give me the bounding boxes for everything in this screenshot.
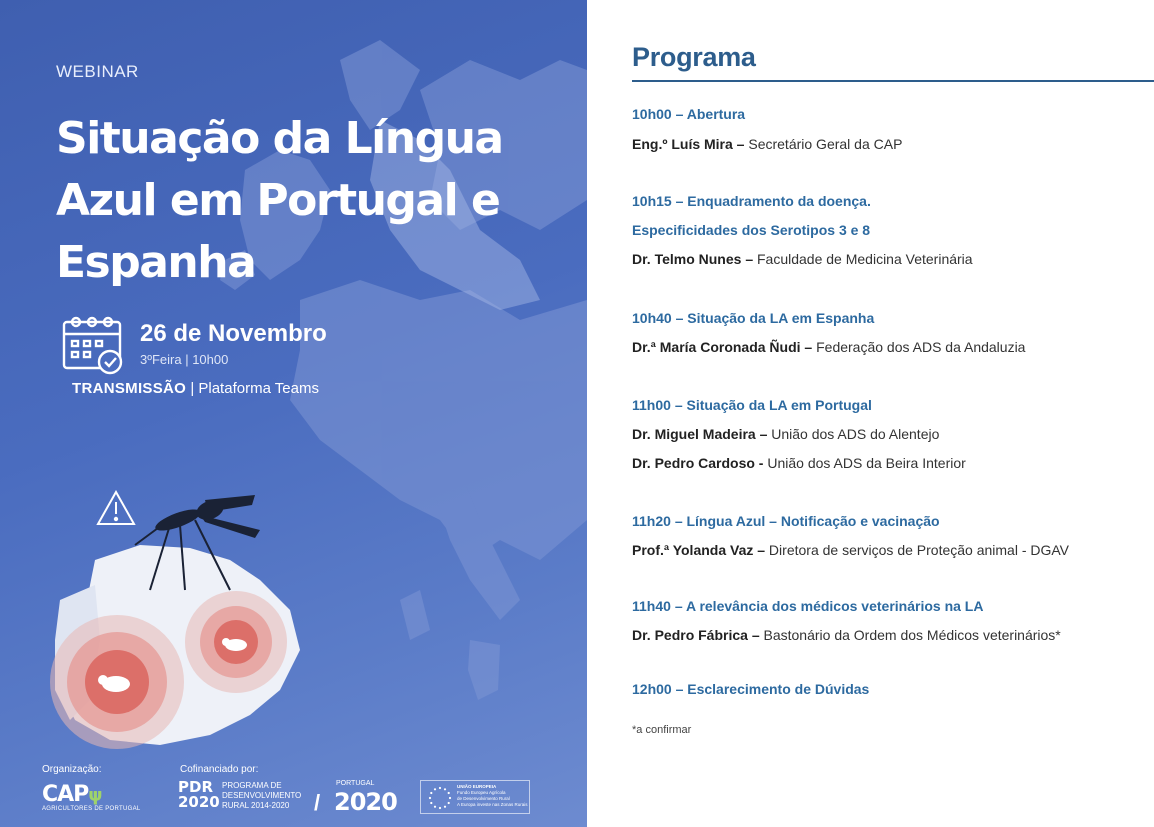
organization-label: Organização: — [42, 764, 102, 775]
speaker-name: Dr. Telmo Nunes – — [632, 251, 754, 267]
title-line-1: Situação da Língua — [56, 113, 503, 164]
eu-line-3: A Europa investe nas Zonas Rurais — [457, 802, 528, 807]
transmission-label: TRANSMISSÃO — [72, 380, 187, 397]
portugal-2020-text: 2020 — [334, 788, 397, 816]
event-title — [56, 108, 576, 294]
transmission-platform: | Plataforma Teams — [190, 380, 319, 397]
wheat-icon: ψ — [88, 785, 102, 806]
program-time-heading: 11h40 – A relevância dos médicos veterinários na LA — [632, 598, 984, 614]
program-time-heading-cont: Especificidades dos Serotipos 3 e 8 — [632, 222, 871, 238]
speaker-name: Dr. Pedro Fábrica – — [632, 627, 760, 643]
program-speaker — [632, 542, 1069, 558]
program-speaker — [632, 426, 939, 442]
eu-line-1: Fundo Europeu Agrícola — [457, 790, 506, 795]
portugal-flag-icon: / — [314, 790, 321, 815]
program-speaker — [632, 455, 966, 471]
event-date: 26 de Novembro — [140, 320, 327, 347]
pdr-text-line-1: PROGRAMA DE — [222, 781, 282, 790]
eu-text — [457, 784, 528, 808]
program-speaker — [632, 136, 902, 152]
pdr-text — [222, 781, 301, 811]
program-title-rule — [632, 80, 1154, 82]
program-time-heading: 11h00 – Situação da LA em Portugal — [632, 397, 872, 413]
webinar-label: WEBINAR — [56, 62, 139, 81]
eu-line-2: de Desenvolvimento Rural — [457, 796, 510, 801]
cofinance-label: Cofinanciado por: — [180, 764, 259, 775]
speaker-role: Faculdade de Medicina Veterinária — [753, 251, 973, 267]
program-time-heading: 10h00 – Abertura — [632, 106, 746, 122]
pdr-logo-line-1: PDR — [178, 778, 213, 796]
program-panel — [587, 0, 1154, 827]
eu-logo — [420, 780, 530, 814]
pdr-text-line-3: RURAL 2014-2020 — [222, 801, 290, 810]
speaker-name: Eng.º Luís Mira – — [632, 136, 745, 152]
title-line-3: Espanha — [56, 237, 256, 288]
cap-subtitle: AGRICULTORES DE PORTUGAL — [42, 806, 141, 812]
speaker-role: União dos ADS do Alentejo — [767, 426, 940, 442]
speaker-role: União dos ADS da Beira Interior — [763, 455, 966, 471]
speaker-name: Dr. Pedro Cardoso - — [632, 455, 764, 471]
speaker-name: Dr. Miguel Madeira – — [632, 426, 768, 442]
transmission-line — [72, 380, 319, 397]
program-speaker — [632, 251, 973, 267]
speaker-role: Secretário Geral da CAP — [744, 136, 903, 152]
program-title: Programa — [632, 42, 756, 72]
confirmation-note: *a confirmar — [632, 724, 692, 736]
program-speaker — [632, 339, 1025, 355]
cap-logo-text: CAP — [42, 782, 89, 807]
speaker-name: Dr.ª María Coronada Ñudi – — [632, 339, 813, 355]
pdr-text-line-2: DESENVOLVIMENTO — [222, 791, 302, 800]
program-time-heading: 10h15 – Enquadramento da doença. — [632, 193, 871, 209]
portugal-label: PORTUGAL — [336, 780, 375, 787]
event-day-time: 3ºFeira | 10h00 — [140, 352, 229, 367]
title-line-2: Azul em Portugal e — [56, 175, 500, 226]
calendar-check-icon — [62, 314, 126, 376]
eu-stars-icon — [427, 785, 453, 811]
pdr-logo — [178, 780, 220, 810]
program-time-heading: 10h40 – Situação da LA em Espanha — [632, 310, 875, 326]
eu-title: UNIÃO EUROPEIA — [457, 784, 497, 789]
pdr-logo-line-2: 2020 — [178, 793, 220, 811]
speaker-role: Federação dos ADS da Andaluzia — [812, 339, 1026, 355]
program-time-heading: 12h00 – Esclarecimento de Dúvidas — [632, 681, 870, 697]
cap-logo — [42, 782, 102, 807]
warning-icon — [96, 490, 136, 526]
program-speaker — [632, 627, 1061, 643]
speaker-role: Diretora de serviços de Proteção animal - DGAV — [765, 542, 1070, 558]
speaker-role: Bastonário da Ordem dos Médicos veterinários* — [759, 627, 1061, 643]
program-time-heading: 11h20 – Língua Azul – Notificação e vacinação — [632, 513, 940, 529]
speaker-name: Prof.ª Yolanda Vaz – — [632, 542, 766, 558]
